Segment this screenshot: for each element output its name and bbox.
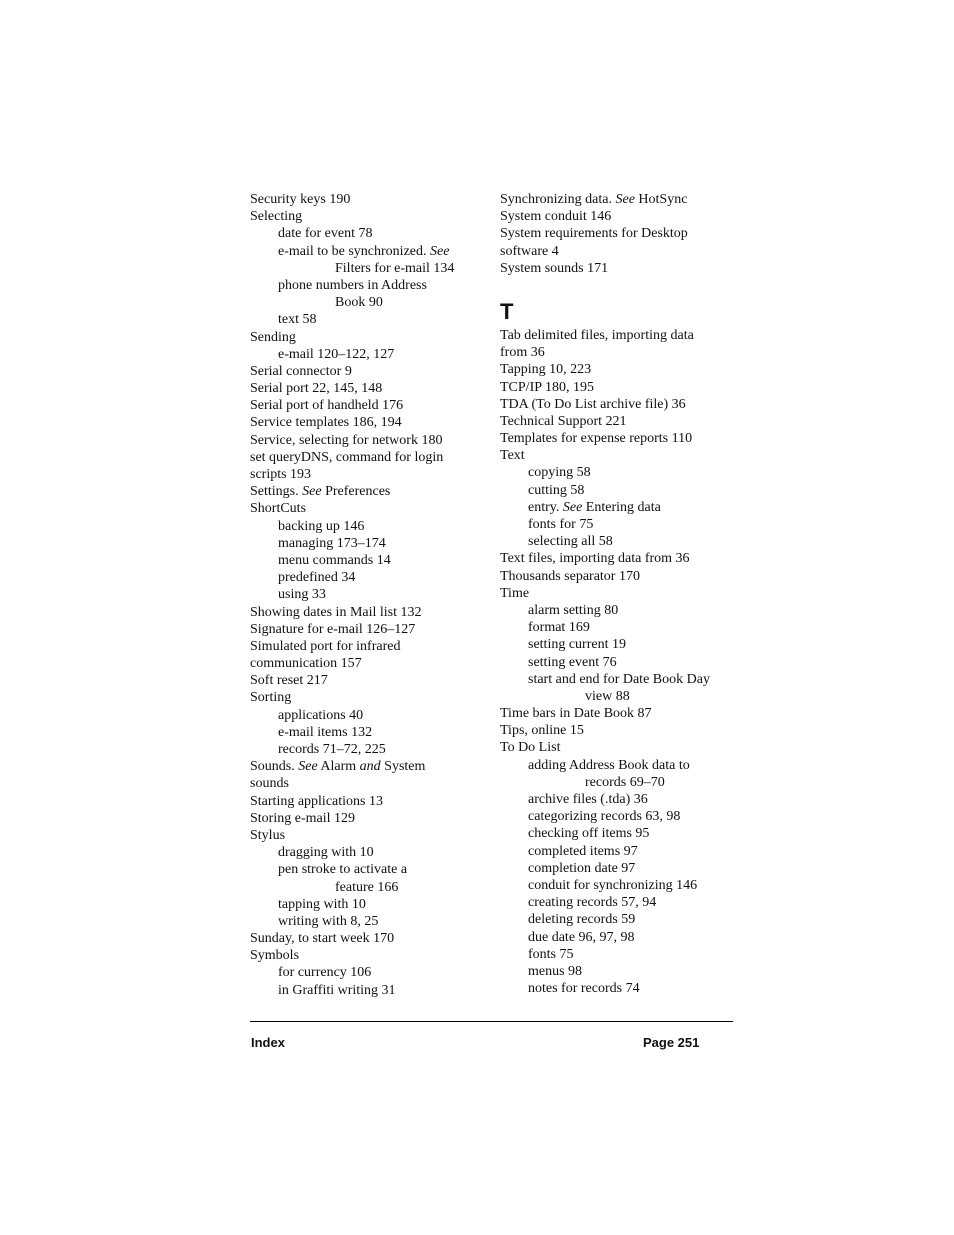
entry-text: e-mail items 132: [278, 724, 373, 740]
entry-text: TCP/IP 180, 195: [500, 379, 594, 395]
index-entry: [250, 449, 490, 466]
index-subentry: [500, 877, 740, 894]
index-subentry: [250, 243, 490, 260]
entry-text: copying 58: [528, 465, 591, 481]
entry-text: pen stroke to activate a: [278, 862, 408, 878]
index-subentry: [500, 963, 740, 980]
index-entry-continuation: [500, 774, 740, 791]
entry-text: Tapping 10, 223: [500, 362, 592, 378]
entry-text: Time: [500, 585, 530, 601]
entry-text: Signature for e-mail 126–127: [250, 621, 416, 637]
entry-text: completion date 97: [528, 860, 636, 876]
index-entry: [500, 550, 740, 567]
index-subentry: [250, 861, 490, 878]
index-entry: [500, 208, 740, 225]
index-entry-continuation: [250, 294, 490, 311]
index-entry: [250, 432, 490, 449]
index-entry: [500, 344, 740, 361]
index-entry: [250, 793, 490, 810]
entry-text: Settings.: [250, 484, 303, 500]
entry-text: Simulated port for infrared: [250, 638, 401, 654]
entry-text: creating records 57, 94: [528, 895, 657, 911]
index-entry: [500, 413, 740, 430]
cross-reference-word: See: [298, 759, 318, 775]
entry-text: writing with 8, 25: [278, 913, 379, 929]
entry-text: backing up 146: [278, 518, 365, 534]
entry-text: TDA (To Do List archive file) 36: [500, 396, 686, 412]
index-subentry: [250, 913, 490, 930]
index-subentry: [500, 533, 740, 550]
index-subentry: [500, 843, 740, 860]
entry-text: Filters for e-mail 134: [335, 260, 455, 276]
entry-text: Alarm: [317, 759, 360, 775]
index-entry: [250, 604, 490, 621]
entry-text: phone numbers in Address: [278, 277, 427, 293]
entry-text: conduit for synchronizing 146: [528, 877, 698, 893]
entry-text: categorizing records 63, 98: [528, 809, 681, 825]
index-subentry: [500, 791, 740, 808]
entry-text: completed items 97: [528, 843, 638, 859]
index-entry: [250, 380, 490, 397]
index-subentry: [250, 552, 490, 569]
index-entry: [250, 947, 490, 964]
entry-text: Book 90: [335, 295, 383, 311]
index-entry: [250, 810, 490, 827]
entry-text: Text files, importing data from 36: [500, 551, 690, 567]
entry-text: software 4: [500, 243, 559, 259]
index-subentry: [250, 982, 490, 999]
entry-text: notes for records 74: [528, 981, 640, 997]
index-entry: [250, 775, 490, 792]
index-entry: [250, 827, 490, 844]
index-subentry: [500, 516, 740, 533]
entry-text: date for event 78: [278, 226, 373, 242]
entry-text: Sunday, to start week 170: [250, 931, 395, 947]
index-entry: [500, 568, 740, 585]
entry-text: Showing dates in Mail list 132: [250, 604, 422, 620]
index-subentry: [500, 825, 740, 842]
index-entry: [250, 500, 490, 517]
entry-text: alarm setting 80: [528, 602, 619, 618]
index-subentry: [250, 277, 490, 294]
index-entry: [250, 655, 490, 672]
entry-text: Serial port of handheld 176: [250, 398, 404, 414]
index-entry: [500, 585, 740, 602]
entry-text: set queryDNS, command for login: [250, 449, 444, 465]
entry-text: Tab delimited files, importing data: [500, 327, 694, 343]
index-entry: [250, 208, 490, 225]
index-entry-continuation: [250, 879, 490, 896]
entry-text: Synchronizing data.: [500, 192, 616, 207]
index-subentry: [500, 499, 740, 516]
index-entry: [250, 397, 490, 414]
index-column-left: [250, 191, 490, 999]
index-entry-continuation: [250, 260, 490, 277]
entry-text: applications 40: [278, 707, 364, 723]
index-subentry: [500, 911, 740, 928]
index-subentry: [500, 894, 740, 911]
entry-text: checking off items 95: [528, 826, 650, 842]
entry-text: e-mail 120–122, 127: [278, 346, 395, 362]
entry-text: HotSync: [634, 192, 688, 207]
entry-text: due date 96, 97, 98: [528, 929, 635, 945]
entry-text: fonts for 75: [528, 517, 594, 532]
entry-text: communication 157: [250, 656, 362, 672]
index-entry: [250, 621, 490, 638]
entry-text: Time bars in Date Book 87: [500, 706, 652, 722]
index-subentry: [500, 619, 740, 636]
entry-text: deleting records 59: [528, 912, 636, 928]
entry-text: Thousands separator 170: [500, 568, 640, 584]
index-subentry: [500, 808, 740, 825]
index-entry: [500, 260, 740, 277]
index-entry: [250, 363, 490, 380]
entry-text: Text: [500, 448, 525, 464]
index-entry: [500, 396, 740, 413]
index-entry: [500, 191, 740, 208]
index-subentry: [500, 636, 740, 653]
index-subentry: [500, 757, 740, 774]
index-group-t: [500, 327, 740, 997]
index-entry: [250, 638, 490, 655]
entry-text: fonts 75: [528, 946, 574, 962]
index-entry: [250, 466, 490, 483]
entry-text: Serial connector 9: [250, 363, 352, 379]
index-subentry: [500, 671, 740, 688]
entry-text: records 69–70: [585, 774, 665, 790]
entry-text: entry.: [528, 499, 563, 515]
section-gap: [500, 277, 740, 297]
index-subentry: [250, 346, 490, 363]
index-subentry: [250, 225, 490, 242]
entry-text: view 88: [585, 688, 630, 704]
entry-text: Stylus: [250, 827, 286, 843]
footer-rule: [250, 1021, 733, 1022]
entry-text: adding Address Book data to: [528, 757, 690, 773]
index-entry: [500, 739, 740, 756]
index-entry: [250, 483, 490, 500]
index-subentry: [500, 860, 740, 877]
entry-text: Service templates 186, 194: [250, 415, 402, 431]
index-subentry: [250, 964, 490, 981]
index-subentry: [250, 741, 490, 758]
entry-text: Preferences: [321, 484, 391, 500]
entry-text: predefined 34: [278, 570, 356, 586]
index-entry: [250, 672, 490, 689]
entry-text: e-mail to be synchronized.: [278, 243, 431, 259]
entry-text: System sounds 171: [500, 260, 609, 276]
entry-text: archive files (.tda) 36: [528, 792, 648, 807]
index-subentry: [500, 602, 740, 619]
index-entry: [250, 191, 490, 208]
index-subentry: [250, 586, 490, 603]
index-entry: [500, 447, 740, 464]
section-letter-heading: T: [500, 298, 514, 324]
index-entry: [500, 705, 740, 722]
index-subentry: [250, 535, 490, 552]
entry-text: scripts 193: [250, 467, 312, 482]
entry-text: setting current 19: [528, 637, 626, 653]
entry-text: format 169: [528, 620, 590, 636]
entry-text: Entering data: [582, 499, 661, 515]
entry-text: System requirements for Desktop: [500, 226, 688, 242]
index-entry-continuation: [500, 688, 740, 705]
entry-text: Soft reset 217: [250, 673, 328, 689]
entry-text: Storing e-mail 129: [250, 810, 355, 826]
entry-text: sounds: [250, 776, 289, 792]
index-subentry: [500, 946, 740, 963]
footer-section-title: Index: [251, 1035, 285, 1050]
entry-text: cutting 58: [528, 482, 585, 498]
index-subentry: [250, 569, 490, 586]
index-entry: [500, 243, 740, 260]
index-subentry: [250, 518, 490, 535]
entry-text: Serial port 22, 145, 148: [250, 381, 383, 397]
cross-reference-word: See: [615, 192, 635, 207]
index-entry: [250, 758, 490, 775]
entry-text: Starting applications 13: [250, 793, 383, 809]
index-entry: [500, 327, 740, 344]
entry-text: Tips, online 15: [500, 723, 584, 739]
entry-text: Symbols: [250, 948, 300, 964]
entry-text: tapping with 10: [278, 896, 366, 912]
entry-text: from 36: [500, 345, 545, 361]
index-subentry: [500, 980, 740, 997]
index-entry: [500, 225, 740, 242]
entry-text: start and end for Date Book Day: [528, 671, 710, 687]
cross-reference-word: See: [562, 499, 583, 515]
entry-text: Technical Support 221: [500, 413, 627, 429]
index-column-right: [500, 191, 740, 997]
index-subentry: [500, 482, 740, 499]
entry-text: using 33: [278, 587, 326, 603]
entry-text: feature 166: [335, 879, 399, 895]
entry-text: Sending: [250, 329, 296, 345]
index-subentry: [250, 724, 490, 741]
index-subentry: [250, 896, 490, 913]
entry-text: dragging with 10: [278, 845, 374, 861]
cross-reference-word: and: [359, 759, 381, 775]
entry-text: ShortCuts: [250, 501, 307, 517]
entry-text: setting event 76: [528, 654, 617, 670]
entry-text: in Graffiti writing 31: [278, 982, 396, 998]
entry-text: selecting all 58: [528, 534, 613, 550]
cross-reference-word: See: [430, 243, 450, 259]
entry-text: menu commands 14: [278, 552, 391, 568]
index-subentry: [250, 311, 490, 328]
index-entry: [500, 379, 740, 396]
footer-page-number: Page 251: [643, 1035, 700, 1050]
entry-text: Service, selecting for network 180: [250, 432, 443, 448]
cross-reference-word: See: [302, 484, 322, 500]
index-entry: [500, 722, 740, 739]
entry-text: System conduit 146: [500, 209, 612, 225]
entry-text: System: [380, 759, 426, 775]
index-entry: [250, 930, 490, 947]
entry-text: Templates for expense reports 110: [500, 431, 693, 447]
entry-text: Sorting: [250, 690, 292, 706]
index-entry: [500, 430, 740, 447]
index-subentry: [250, 707, 490, 724]
entry-text: To Do List: [500, 740, 561, 756]
entry-text: Sounds.: [250, 759, 299, 775]
index-subentry: [500, 929, 740, 946]
index-entry: [500, 361, 740, 378]
index-subentry: [250, 844, 490, 861]
entry-text: managing 173–174: [278, 535, 386, 551]
index-entry: [250, 329, 490, 346]
entry-text: text 58: [278, 312, 317, 328]
index-entry: [250, 414, 490, 431]
index-entry: [250, 689, 490, 706]
entry-text: records 71–72, 225: [278, 742, 386, 757]
index-subentry: [500, 654, 740, 671]
entry-text: for currency 106: [278, 965, 372, 981]
entry-text: Selecting: [250, 209, 303, 225]
index-subentry: [500, 464, 740, 481]
index-group-s-continued: [500, 191, 740, 277]
entry-text: Security keys 190: [250, 192, 351, 207]
entry-text: menus 98: [528, 963, 583, 979]
